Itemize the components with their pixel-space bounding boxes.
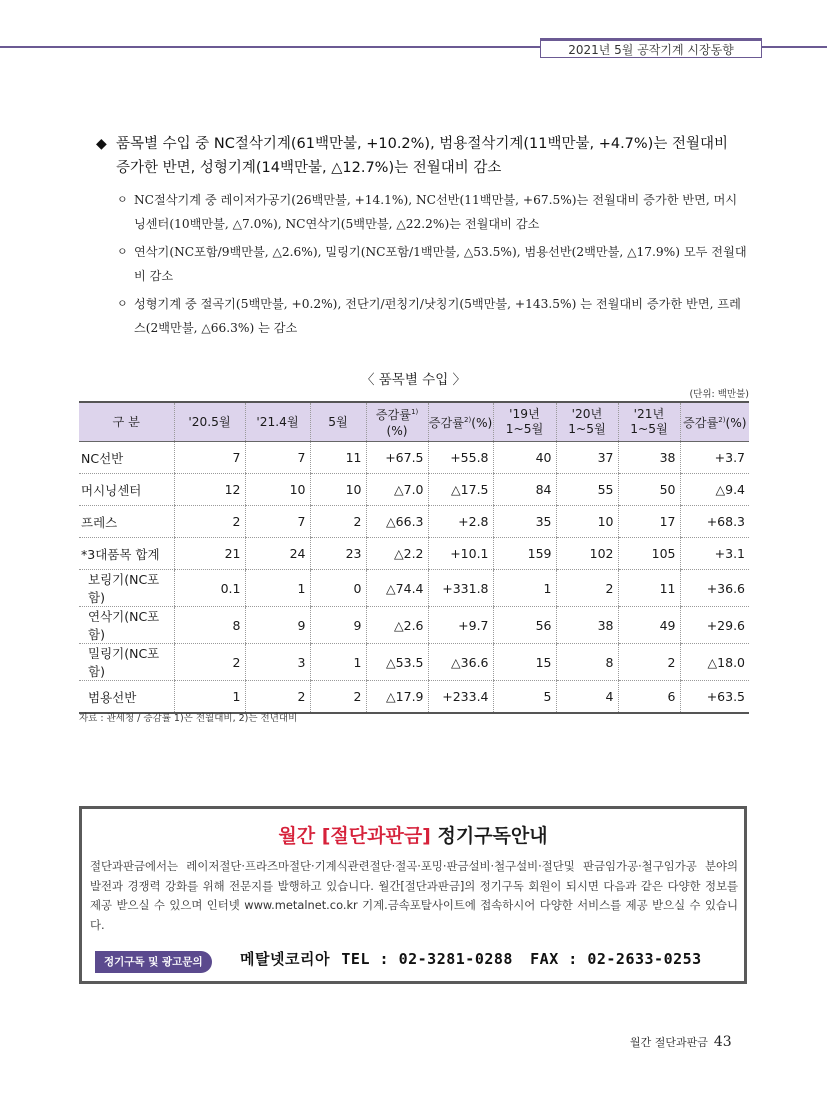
table-header-row bbox=[79, 402, 749, 442]
table-cell: +36.6 bbox=[680, 570, 749, 607]
table-row bbox=[79, 506, 749, 538]
table-cell: 0 bbox=[310, 570, 366, 607]
column-header-label: 증감률 bbox=[375, 408, 412, 423]
table-cell: 49 bbox=[618, 607, 680, 644]
tel-number: TEL : 02-3281-0288 bbox=[341, 950, 513, 968]
footer-magazine: 월간 절단과판금 bbox=[630, 1036, 708, 1049]
column-header-sublabel: (%) bbox=[471, 416, 493, 431]
page-footer bbox=[630, 1034, 732, 1050]
table-cell: 1 bbox=[310, 644, 366, 681]
column-header-label: 증감률 bbox=[428, 416, 465, 431]
page-number: 43 bbox=[713, 1034, 732, 1050]
table-cell: 2 bbox=[618, 644, 680, 681]
table-cell: 2 bbox=[245, 681, 310, 714]
table-row bbox=[79, 681, 749, 714]
circle-bullet-icon: ㅇ bbox=[117, 245, 128, 258]
table-cell: 102 bbox=[556, 538, 618, 570]
subscription-title-magazine: 월간 [절단과판금] bbox=[278, 825, 431, 847]
table-row bbox=[79, 538, 749, 570]
table-cell: +3.7 bbox=[680, 442, 749, 474]
table-cell: △18.0 bbox=[680, 644, 749, 681]
column-header bbox=[174, 402, 245, 442]
main-bullet bbox=[96, 132, 746, 180]
row-label: 밀링기(NC포함) bbox=[79, 644, 174, 681]
column-header bbox=[556, 402, 618, 442]
sub-bullet-list bbox=[117, 188, 747, 344]
table-cell: +10.1 bbox=[428, 538, 493, 570]
table-cell: 0.1 bbox=[174, 570, 245, 607]
column-header-label: 증감률 bbox=[682, 416, 719, 431]
sub-bullet bbox=[117, 292, 747, 340]
table-cell: 50 bbox=[618, 474, 680, 506]
table-cell: +55.8 bbox=[428, 442, 493, 474]
table-cell: 38 bbox=[556, 607, 618, 644]
table-cell: 6 bbox=[618, 681, 680, 714]
diamond-bullet-icon: ◆ bbox=[96, 136, 107, 152]
import-table bbox=[79, 401, 749, 714]
table-cell: 17 bbox=[618, 506, 680, 538]
table-cell: 40 bbox=[493, 442, 556, 474]
table-cell: 1 bbox=[245, 570, 310, 607]
table-cell: 10 bbox=[556, 506, 618, 538]
sub-bullet-text: NC절삭기계 중 레이저가공기(26백만불, +14.1%), NC선반(11백만불, +67.5%)는 전월대비 증가한 반면, 머시닝센터(10백만불, △7.0%), NC연삭기(5백만불, △22.2%)는 전월대비 감소 bbox=[134, 193, 738, 231]
table-cell: △66.3 bbox=[366, 506, 428, 538]
column-header-sublabel: 1~5월 bbox=[505, 422, 544, 436]
company-name: 메탈넷코리아 bbox=[240, 950, 330, 968]
column-header-footnote: 1) bbox=[411, 408, 419, 417]
table-cell: 9 bbox=[245, 607, 310, 644]
contact-info bbox=[240, 948, 702, 969]
subscription-box bbox=[79, 806, 747, 984]
circle-bullet-icon: ㅇ bbox=[117, 193, 128, 206]
sub-bullet-text: 성형기계 중 절곡기(5백만불, +0.2%), 전단기/펀칭기/낫칭기(5백만불, +143.5%) 는 전월대비 증가한 반면, 프레스(2백만불, △66.3%) 는 감소 bbox=[134, 297, 741, 335]
table-cell: 21 bbox=[174, 538, 245, 570]
table-cell: △2.6 bbox=[366, 607, 428, 644]
table-source-note: 자료 : 관세청 / 증감률 1)은 전월대비, 2)는 전년대비 bbox=[79, 713, 298, 724]
circle-bullet-icon: ㅇ bbox=[117, 297, 128, 310]
table-cell: 10 bbox=[310, 474, 366, 506]
table-cell: 55 bbox=[556, 474, 618, 506]
column-header-footnote: 2) bbox=[464, 415, 472, 424]
column-header-label: '20.5월 bbox=[188, 414, 231, 429]
column-header bbox=[680, 402, 749, 442]
table-cell: △9.4 bbox=[680, 474, 749, 506]
row-label: 머시닝센터 bbox=[79, 474, 174, 506]
table-cell: 5 bbox=[493, 681, 556, 714]
column-header bbox=[245, 402, 310, 442]
table-cell: 7 bbox=[174, 442, 245, 474]
table-cell: +331.8 bbox=[428, 570, 493, 607]
table-cell: 11 bbox=[618, 570, 680, 607]
table-cell: △74.4 bbox=[366, 570, 428, 607]
table-cell: 2 bbox=[556, 570, 618, 607]
sub-bullet bbox=[117, 188, 747, 236]
table-cell: △36.6 bbox=[428, 644, 493, 681]
table-cell: 8 bbox=[174, 607, 245, 644]
row-label: *3대품목 합계 bbox=[79, 538, 174, 570]
table-cell: 12 bbox=[174, 474, 245, 506]
header-rule-left bbox=[0, 46, 540, 48]
table-cell: △17.5 bbox=[428, 474, 493, 506]
row-label: NC선반 bbox=[79, 442, 174, 474]
table-cell: +67.5 bbox=[366, 442, 428, 474]
column-header-label: 5월 bbox=[328, 414, 348, 429]
table-cell: 4 bbox=[556, 681, 618, 714]
column-header bbox=[310, 402, 366, 442]
column-header-sublabel: (%) bbox=[386, 423, 408, 438]
subscription-title bbox=[82, 821, 744, 848]
row-label: 보링기(NC포함) bbox=[79, 570, 174, 607]
table-cell: 11 bbox=[310, 442, 366, 474]
table-cell: 2 bbox=[310, 681, 366, 714]
table-cell: 8 bbox=[556, 644, 618, 681]
sub-bullet bbox=[117, 240, 747, 288]
table-cell: △17.9 bbox=[366, 681, 428, 714]
column-header-label: '21년 bbox=[633, 407, 665, 421]
running-header: 2021년 5월 공작기계 시장동향 bbox=[540, 38, 762, 58]
table-cell: +68.3 bbox=[680, 506, 749, 538]
table-cell: 10 bbox=[245, 474, 310, 506]
row-label: 연삭기(NC포함) bbox=[79, 607, 174, 644]
column-header bbox=[493, 402, 556, 442]
column-header-label: 구 분 bbox=[112, 414, 140, 429]
table-cell: 105 bbox=[618, 538, 680, 570]
contact-label: 정기구독 및 광고문의 bbox=[95, 951, 212, 973]
column-header-label: '19년 bbox=[509, 407, 540, 421]
table-cell: 3 bbox=[245, 644, 310, 681]
table-cell: 1 bbox=[174, 681, 245, 714]
row-label: 프레스 bbox=[79, 506, 174, 538]
column-header bbox=[79, 402, 174, 442]
table-cell: 84 bbox=[493, 474, 556, 506]
fax-number: FAX : 02-2633-0253 bbox=[530, 950, 702, 968]
table-row bbox=[79, 474, 749, 506]
table-row bbox=[79, 442, 749, 474]
column-header-footnote: 2) bbox=[718, 415, 726, 424]
table-cell: +2.8 bbox=[428, 506, 493, 538]
table-cell: 2 bbox=[310, 506, 366, 538]
table-cell: 2 bbox=[174, 506, 245, 538]
row-label: 범용선반 bbox=[79, 681, 174, 714]
table-cell: +63.5 bbox=[680, 681, 749, 714]
table-row bbox=[79, 644, 749, 681]
table-cell: 7 bbox=[245, 442, 310, 474]
table-row bbox=[79, 570, 749, 607]
column-header-label: '21.4월 bbox=[256, 414, 299, 429]
table-cell: 15 bbox=[493, 644, 556, 681]
header-rule-right bbox=[762, 46, 827, 48]
table-title: 〈 품목별 수입 〉 bbox=[360, 372, 467, 388]
table-cell: △7.0 bbox=[366, 474, 428, 506]
table-cell: △53.5 bbox=[366, 644, 428, 681]
table-cell: +233.4 bbox=[428, 681, 493, 714]
table-cell: 24 bbox=[245, 538, 310, 570]
table-cell: 56 bbox=[493, 607, 556, 644]
column-header-label: '20년 bbox=[571, 407, 603, 421]
main-bullet-text: 품목별 수입 중 NC절삭기계(61백만불, +10.2%), 범용절삭기계(11백만불, +4.7%)는 전월대비 증가한 반면, 성형기계(14백만불, △12.7%)는 전월대비 감소 bbox=[116, 136, 728, 176]
table-unit: (단위: 백만불) bbox=[689, 389, 749, 400]
sub-bullet-text: 연삭기(NC포함/9백만불, △2.6%), 밀링기(NC포함/1백만불, △53.5%), 범용선반(2백만불, △17.9%) 모두 전월대비 감소 bbox=[134, 245, 747, 283]
table-cell: +3.1 bbox=[680, 538, 749, 570]
column-header bbox=[618, 402, 680, 442]
table-cell: 9 bbox=[310, 607, 366, 644]
column-header-sublabel: (%) bbox=[725, 416, 747, 431]
column-header bbox=[428, 402, 493, 442]
table-cell: 7 bbox=[245, 506, 310, 538]
subscription-title-text: 정기구독안내 bbox=[430, 825, 548, 847]
column-header-sublabel: 1~5월 bbox=[630, 422, 668, 436]
table-cell: △2.2 bbox=[366, 538, 428, 570]
table-cell: 159 bbox=[493, 538, 556, 570]
table-cell: 38 bbox=[618, 442, 680, 474]
table-cell: 37 bbox=[556, 442, 618, 474]
table-cell: 35 bbox=[493, 506, 556, 538]
table-cell: 2 bbox=[174, 644, 245, 681]
table-cell: +9.7 bbox=[428, 607, 493, 644]
table-row bbox=[79, 607, 749, 644]
column-header bbox=[366, 402, 428, 442]
table-cell: 1 bbox=[493, 570, 556, 607]
subscription-body: 절단과판금에서는 레이저절단·프라즈마절단·기계식관련절단·절곡·포밍·판금설비·철구설비·절단및 판금임가공·철구임가공 분야의 발전과 경쟁력 강화를 위해 전문지를 발행하고 있습니다. 월간[절단과판금]의 정기구독 회원이 되시면 다음과 같은 다양한 정보를 제공 받으실 수 있으며 인터넷 www.metalnet.co.kr 기계.금속포탈사이트에 접속하시어 다양한 서비스를 제공 받으실 수 있습니다. bbox=[90, 859, 738, 932]
table-cell: 23 bbox=[310, 538, 366, 570]
table-cell: +29.6 bbox=[680, 607, 749, 644]
column-header-sublabel: 1~5월 bbox=[568, 422, 606, 436]
